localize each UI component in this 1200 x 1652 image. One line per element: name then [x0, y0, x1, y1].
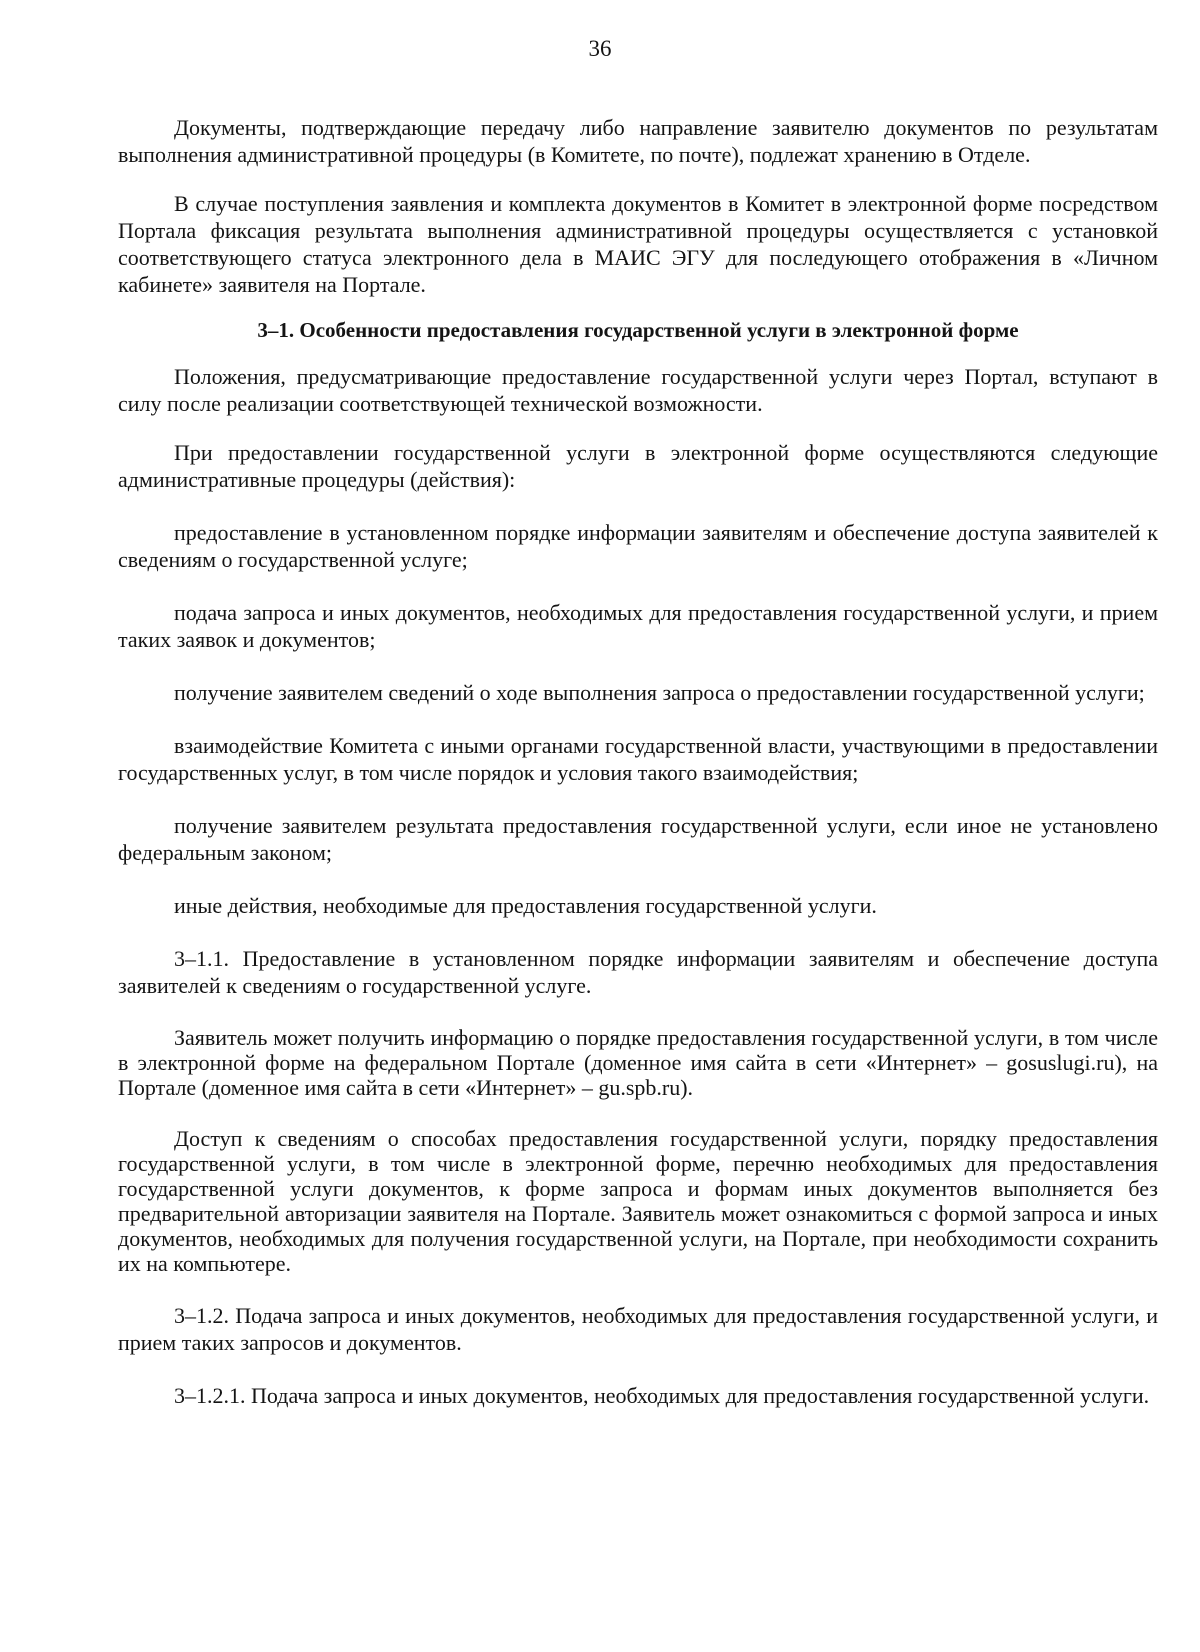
list-item-request-submission: подача запроса и иных документов, необходимых для предоставления государственной услуги, и прием таких заявок и документов;: [118, 600, 1158, 652]
list-item-interaction: взаимодействие Комитета с иными органами государственной власти, участвующими в предоставлении государственных услуг, в том числе порядок и условия такого взаимодействия;: [118, 733, 1158, 785]
paragraph-documents-storage: Документы, подтверждающие передачу либо направление заявителю документов по результатам выполнения административной процедуры (в Комитете, по почте), подлежат хранению в Отделе.: [118, 115, 1158, 167]
list-item-progress-info: получение заявителем сведений о ходе выполнения запроса о предоставлении государственной услуги;: [174, 680, 1145, 705]
paragraph-electronic-status: В случае поступления заявления и комплекта документов в Комитет в электронной форме посредством Портала фиксация результата выполнения административной процедуры осуществляется с установкой соответствующего статуса электронного дела в МАИС ЭГУ для последующего отображения в «Личном кабинете» заявителя на Портале.: [118, 191, 1158, 297]
subsection-3-1-2-1: 3–1.2.1. Подача запроса и иных документов, необходимых для предоставления государственной услуги.: [174, 1383, 1150, 1408]
subsection-3-1-1: 3–1.1. Предоставление в установленном порядке информации заявителям и обеспечение доступа заявителей к сведениям о государственной услуге.: [118, 946, 1158, 998]
page-number: 36: [588, 36, 612, 61]
paragraph-provisions: Положения, предусматривающие предоставление государственной услуги через Портал, вступают в силу после реализации соответствующей технической возможности.: [118, 364, 1158, 416]
section-heading: 3–1. Особенности предоставления государственной услуги в электронной форме: [257, 318, 1019, 342]
paragraph-procedures-intro: При предоставлении государственной услуги в электронной форме осуществляются следующие административные процедуры (действия):: [118, 440, 1158, 492]
list-item-result: получение заявителем результата предоставления государственной услуги, если иное не установлено федеральным законом;: [118, 813, 1158, 865]
subsection-3-1-2: 3–1.2. Подача запроса и иных документов, необходимых для предоставления государственной услуги, и прием таких запросов и документов.: [118, 1303, 1158, 1355]
list-item-other-actions: иные действия, необходимые для предоставления государственной услуги.: [174, 893, 877, 918]
paragraph-portal-info: Заявитель может получить информацию о порядке предоставления государственной услуги, в том числе в электронной форме на федеральном Портале (доменное имя сайта в сети «Интернет» – gosuslugi.ru), на Портале (доменное имя сайта в сети «Интернет» – gu.spb.ru).: [118, 1025, 1158, 1100]
list-item-information: предоставление в установленном порядке информации заявителям и обеспечение доступа заявителей к сведениям о государственной услуге;: [118, 520, 1158, 572]
document-body: [118, 114, 1158, 1409]
paragraph-access: Доступ к сведениям о способах предоставления государственной услуги, порядку предоставления государственной услуги, в том числе в электронной форме, перечню необходимых для предоставления государственной услуги документов, к форме запроса и формам иных документов выполняется без предварительной авторизации заявителя на Портале. Заявитель может ознакомиться с формой запроса и иных документов, необходимых для получения государственной услуги, на Портале, при необходимости сохранить их на компьютере.: [118, 1126, 1158, 1276]
